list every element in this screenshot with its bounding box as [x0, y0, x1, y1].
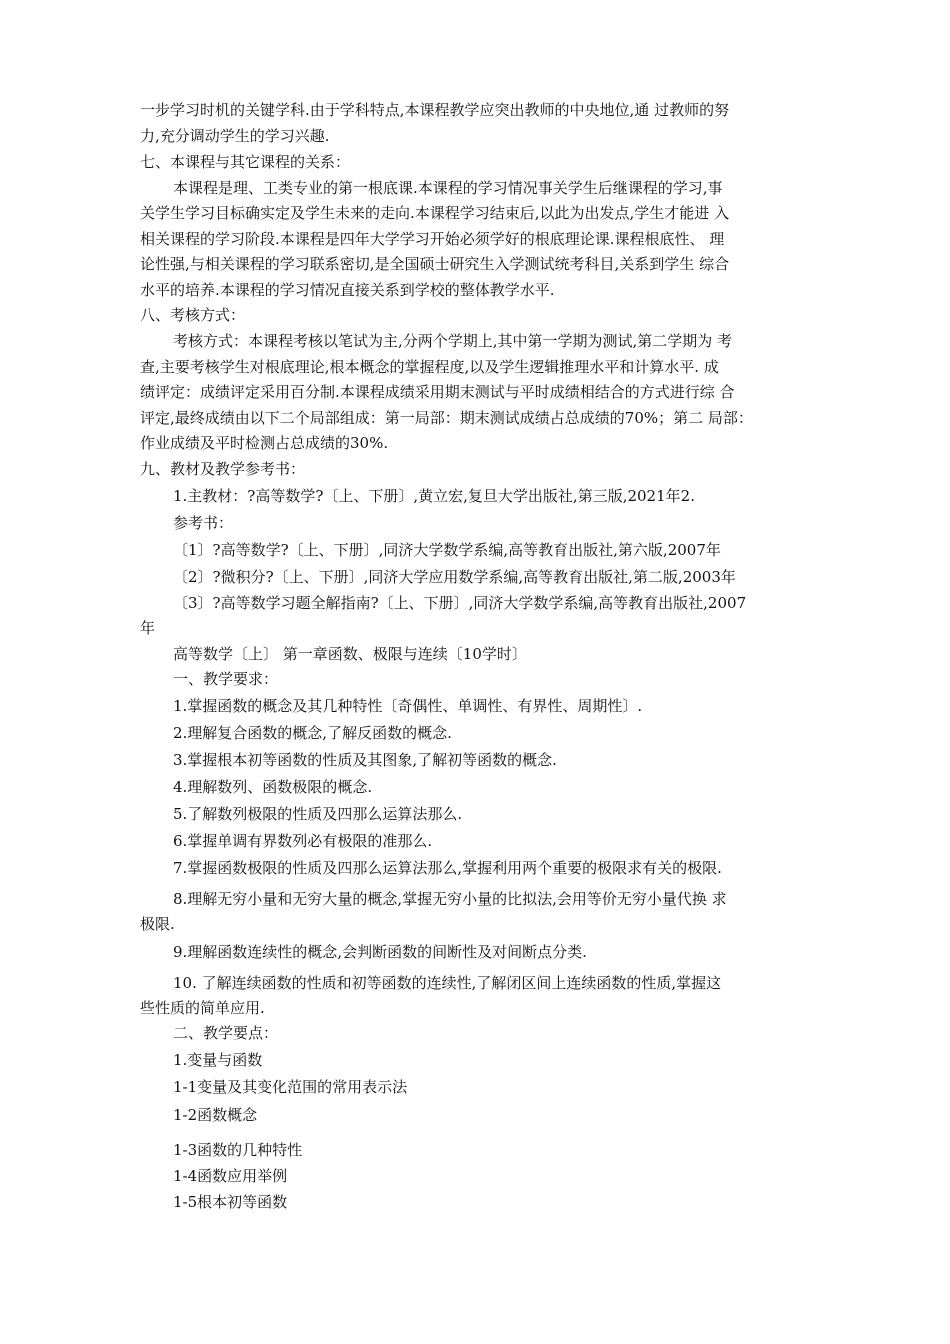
- main-textbook: 1.主教材：?高等数学?〔上、下册〕,黄立宏,复旦大学出版社,第三版,2021年2.: [173, 487, 695, 505]
- list-item: 1-2函数概念: [173, 1106, 258, 1124]
- reference-item: 〔2〕?微积分?〔上、下册〕,同济大学应用数学系编,高等教育出版社,第二版,2003年: [173, 568, 736, 586]
- list-item: 6.掌握单调有界数列必有极限的准那么.: [173, 832, 433, 850]
- text-line: 本课程是理、工类专业的第一根底课.本课程的学习情况事关学生后继课程的学习,事: [173, 179, 723, 197]
- text-line: 年: [140, 619, 156, 637]
- section-heading-7: 七、本课程与其它课程的关系：: [140, 153, 351, 171]
- list-item: 5.了解数列极限的性质及四那么运算法那么.: [173, 805, 463, 823]
- list-item: 4.理解数列、函数极限的概念.: [173, 778, 373, 796]
- list-item: 3.掌握根本初等函数的性质及其图象,了解初等函数的概念.: [173, 751, 557, 769]
- chapter-title: 高等数学〔上〕 第一章函数、极限与连续〔10学时〕: [173, 645, 527, 663]
- text-line: 论性强,与相关课程的学习联系密切,是全国硕士研究生入学测试统考科目,关系到学生 综合: [140, 255, 730, 273]
- reference-item: 〔1〕?高等数学?〔上、下册〕,同济大学数学系编,高等教育出版社,第六版,2007年: [173, 541, 721, 559]
- list-item: 2.理解复合函数的概念,了解反函数的概念.: [173, 724, 452, 742]
- list-item: 1.变量与函数: [173, 1051, 263, 1069]
- list-item: 1-4函数应用举例: [173, 1167, 288, 1185]
- text-line: 评定,最终成绩由以下二个局部组成：第一局部：期末测试成绩占总成绩的70%；第二 局部：: [140, 409, 753, 427]
- text-line: 关学生学习目标确实定及学生未来的走向.本课程学习结束后,以此为出发点,学生才能进 入: [140, 204, 730, 222]
- text-line: 作业成绩及平时检测占总成绩的30%.: [140, 434, 389, 452]
- text-line: 绩评定：成绩评定采用百分制.本课程成绩采用期末测试与平时成绩相结合的方式进行综 合: [140, 383, 735, 401]
- subsection-heading: 二、教学要点：: [173, 1024, 279, 1042]
- text-line: 查,主要考核学生对根底理论,根本概念的掌握程度,以及学生逻辑推理水平和计算水平. 成: [140, 358, 719, 376]
- text-line: 一步学习时机的关键学科.由于学科特点,本课程教学应突出教师的中央地位,通 过教师的努: [140, 101, 730, 119]
- text-line: 水平的培养.本课程的学习情况直接关系到学校的整体教学水平.: [140, 281, 555, 299]
- list-item: 1-3函数的几种特性: [173, 1141, 303, 1159]
- list-item: 1-5根本初等函数: [173, 1193, 288, 1211]
- text-line: 些性质的简单应用.: [140, 999, 265, 1017]
- list-item: 7.掌握函数极限的性质及四那么运算法那么,掌握利用两个重要的极限求有关的极限.: [173, 859, 722, 877]
- list-item: 10. 了解连续函数的性质和初等函数的连续性,了解闭区间上连续函数的性质,掌握这: [173, 974, 722, 992]
- list-item: 1-1变量及其变化范围的常用表示法: [173, 1078, 408, 1096]
- section-heading-8: 八、考核方式：: [140, 306, 246, 324]
- text-line: 考核方式：本课程考核以笔试为主,分两个学期上,其中第一学期为测试,第二学期为 考: [173, 332, 733, 350]
- subsection-heading: 一、教学要求：: [173, 670, 279, 688]
- list-item: 9.理解函数连续性的概念,会判断函数的间断性及对间断点分类.: [173, 943, 587, 961]
- text-line: 相关课程的学习阶段.本课程是四年大学学习开始必须学好的根底理论课.课程根底性、 理: [140, 230, 725, 248]
- text-line: 极限.: [140, 915, 175, 933]
- section-heading-9: 九、教材及教学参考书：: [140, 460, 306, 478]
- reference-item: 〔3〕?高等数学习题全解指南?〔上、下册〕,同济大学数学系编,高等教育出版社,2007: [173, 594, 747, 612]
- list-item: 8.理解无穷小量和无穷大量的概念,掌握无穷小量的比拟法,会用等价无穷小量代换 求: [173, 890, 727, 908]
- list-item: 1.掌握函数的概念及其几种特性〔奇偶性、单调性、有界性、周期性〕.: [173, 697, 643, 715]
- text-line: 力,充分调动学生的学习兴趣.: [140, 127, 330, 145]
- reference-heading: 参考书：: [173, 514, 234, 532]
